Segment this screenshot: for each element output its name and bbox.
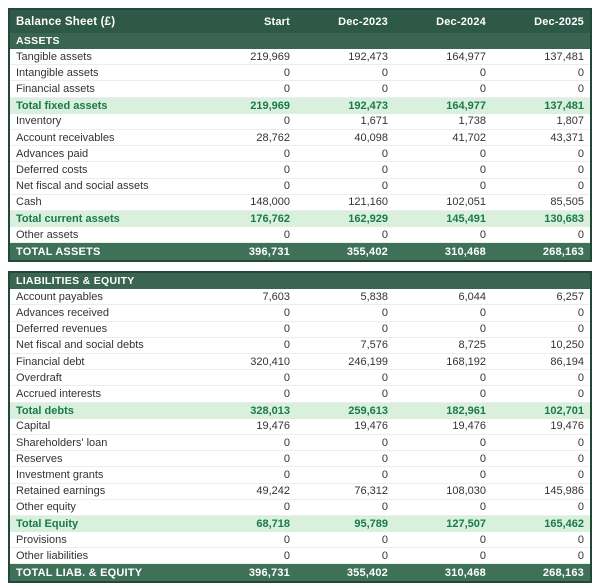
cell-value: 86,194 — [550, 355, 584, 368]
cell-value: 0 — [381, 82, 388, 95]
row-label: Accrued interests — [16, 387, 101, 400]
cell-value: 259,613 — [348, 404, 388, 417]
table-row — [10, 227, 590, 243]
table-row — [10, 179, 590, 195]
cell-value: 49,242 — [256, 485, 290, 498]
cell-value: 145,491 — [446, 212, 486, 225]
cell-value: 0 — [283, 228, 290, 241]
table-row — [10, 435, 590, 451]
cell-value: 0 — [283, 323, 290, 336]
row-label: Retained earnings — [16, 485, 106, 498]
cell-value: 219,969 — [250, 99, 290, 112]
cell-value: 192,473 — [348, 50, 388, 63]
cell-value: 0 — [283, 180, 290, 193]
cell-value: 95,789 — [354, 517, 388, 530]
cell-value: 0 — [577, 163, 584, 176]
cell-value: 121,160 — [348, 196, 388, 209]
row-label: Total current assets — [16, 212, 120, 225]
row-label: Deferred costs — [16, 163, 88, 176]
cell-value: 268,163 — [542, 245, 584, 258]
cell-value: 108,030 — [446, 485, 486, 498]
cell-value: 68,718 — [256, 517, 290, 530]
cell-value: 0 — [283, 66, 290, 79]
cell-value: 0 — [283, 339, 290, 352]
cell-value: 0 — [577, 436, 584, 449]
cell-value: 0 — [381, 452, 388, 465]
cell-value: 19,476 — [452, 420, 486, 433]
balance-sheet — [8, 8, 592, 583]
table-row — [10, 516, 590, 532]
table-row — [10, 354, 590, 370]
column-header-start: Start — [263, 15, 290, 28]
cell-value: 0 — [283, 436, 290, 449]
cell-value: 0 — [283, 115, 290, 128]
cell-value: 0 — [577, 323, 584, 336]
cell-value: 192,473 — [348, 99, 388, 112]
cell-value: 1,671 — [360, 115, 388, 128]
row-label: Advances paid — [16, 147, 89, 160]
cell-value: 0 — [479, 147, 486, 160]
table-row — [10, 386, 590, 402]
cell-value: 0 — [479, 371, 486, 384]
cell-value: 0 — [479, 452, 486, 465]
cell-value: 10,250 — [550, 339, 584, 352]
row-label: Net fiscal and social assets — [16, 180, 149, 193]
row-label: Reserves — [16, 452, 63, 465]
cell-value: 0 — [577, 501, 584, 514]
cell-value: 1,738 — [458, 115, 486, 128]
cell-value: 0 — [577, 371, 584, 384]
cell-value: 0 — [479, 387, 486, 400]
row-label: Deferred revenues — [16, 323, 108, 336]
cell-value: 40,098 — [354, 131, 388, 144]
table-row — [10, 564, 590, 581]
table-row — [10, 322, 590, 338]
cell-value: 19,476 — [256, 420, 290, 433]
cell-value: 246,199 — [348, 355, 388, 368]
cell-value: 0 — [381, 371, 388, 384]
cell-value: 0 — [381, 307, 388, 320]
cell-value: 0 — [479, 228, 486, 241]
cell-value: 0 — [577, 452, 584, 465]
cell-value: 137,481 — [544, 99, 584, 112]
table-row — [10, 162, 590, 178]
section-header-label: ASSETS — [16, 35, 60, 47]
cell-value: 0 — [381, 436, 388, 449]
table-row — [10, 451, 590, 467]
cell-value: 396,731 — [248, 566, 290, 579]
liabilities-equity-table — [8, 271, 592, 583]
cell-value: 19,476 — [550, 420, 584, 433]
cell-value: 176,762 — [250, 212, 290, 225]
table-row — [10, 305, 590, 321]
cell-value: 164,977 — [446, 99, 486, 112]
table-row — [10, 370, 590, 386]
row-label: TOTAL ASSETS — [16, 245, 101, 258]
table-row — [10, 419, 590, 435]
cell-value: 0 — [479, 468, 486, 481]
cell-value: 0 — [283, 387, 290, 400]
cell-value: 0 — [283, 533, 290, 546]
cell-value: 5,838 — [360, 290, 388, 303]
table-title: Balance Sheet (£) — [16, 15, 116, 28]
cell-value: 1,807 — [556, 115, 584, 128]
row-label: Total Equity — [16, 517, 79, 530]
table-row — [10, 500, 590, 516]
table-row — [10, 114, 590, 130]
table-row — [10, 484, 590, 500]
cell-value: 0 — [479, 307, 486, 320]
cell-value: 0 — [283, 82, 290, 95]
cell-value: 182,961 — [446, 404, 486, 417]
row-label: Total fixed assets — [16, 99, 108, 112]
cell-value: 0 — [381, 501, 388, 514]
row-label: Investment grants — [16, 468, 104, 481]
row-label: Total debts — [16, 404, 74, 417]
cell-value: 268,163 — [542, 566, 584, 579]
table-row — [10, 65, 590, 81]
cell-value: 164,977 — [446, 50, 486, 63]
section-header-row — [10, 273, 590, 289]
cell-value: 0 — [577, 180, 584, 193]
cell-value: 130,683 — [544, 212, 584, 225]
row-label: Inventory — [16, 115, 62, 128]
cell-value: 85,505 — [550, 196, 584, 209]
cell-value: 41,702 — [452, 131, 486, 144]
cell-value: 168,192 — [446, 355, 486, 368]
cell-value: 0 — [479, 66, 486, 79]
row-label: TOTAL LIAB. & EQUITY — [16, 566, 143, 579]
cell-value: 0 — [577, 82, 584, 95]
cell-value: 0 — [283, 468, 290, 481]
cell-value: 145,986 — [544, 485, 584, 498]
table-header-row — [10, 10, 590, 33]
cell-value: 7,576 — [360, 339, 388, 352]
table-row — [10, 211, 590, 227]
cell-value: 162,929 — [348, 212, 388, 225]
row-label: Provisions — [16, 533, 67, 546]
cell-value: 8,725 — [458, 339, 486, 352]
cell-value: 310,468 — [444, 245, 486, 258]
cell-value: 0 — [381, 533, 388, 546]
table-row — [10, 532, 590, 548]
table-row — [10, 195, 590, 211]
table-row — [10, 289, 590, 305]
section-header-label: LIABILITIES & EQUITY — [16, 275, 135, 288]
cell-value: 320,410 — [250, 355, 290, 368]
row-label: Cash — [16, 196, 42, 209]
table-row — [10, 49, 590, 65]
cell-value: 0 — [381, 387, 388, 400]
cell-value: 0 — [381, 180, 388, 193]
column-header-dec-2023: Dec-2023 — [338, 15, 388, 28]
column-header-dec-2024: Dec-2024 — [436, 15, 486, 28]
cell-value: 0 — [381, 228, 388, 241]
cell-value: 0 — [479, 323, 486, 336]
cell-value: 7,603 — [262, 290, 290, 303]
cell-value: 0 — [479, 82, 486, 95]
section-gap — [8, 262, 592, 271]
row-label: Shareholders' loan — [16, 436, 108, 449]
cell-value: 0 — [381, 323, 388, 336]
cell-value: 355,402 — [346, 566, 388, 579]
row-label: Other equity — [16, 501, 76, 514]
table-row — [10, 338, 590, 354]
cell-value: 0 — [479, 436, 486, 449]
cell-value: 219,969 — [250, 50, 290, 63]
cell-value: 0 — [283, 307, 290, 320]
cell-value: 0 — [577, 549, 584, 562]
row-label: Financial debt — [16, 355, 85, 368]
cell-value: 6,257 — [556, 290, 584, 303]
table-row — [10, 467, 590, 483]
cell-value: 0 — [283, 452, 290, 465]
cell-value: 0 — [577, 66, 584, 79]
cell-value: 0 — [577, 533, 584, 546]
cell-value: 102,051 — [446, 196, 486, 209]
cell-value: 0 — [577, 387, 584, 400]
cell-value: 0 — [381, 163, 388, 176]
cell-value: 0 — [577, 228, 584, 241]
cell-value: 43,371 — [550, 131, 584, 144]
cell-value: 0 — [381, 468, 388, 481]
row-label: Tangible assets — [16, 50, 92, 63]
table-row — [10, 548, 590, 564]
table-row — [10, 243, 590, 260]
cell-value: 355,402 — [346, 245, 388, 258]
row-label: Capital — [16, 420, 51, 433]
cell-value: 0 — [479, 163, 486, 176]
cell-value: 328,013 — [250, 404, 290, 417]
cell-value: 148,000 — [250, 196, 290, 209]
section-header-row — [10, 33, 590, 49]
cell-value: 0 — [479, 501, 486, 514]
cell-value: 19,476 — [354, 420, 388, 433]
cell-value: 137,481 — [544, 50, 584, 63]
row-label: Other assets — [16, 228, 79, 241]
cell-value: 0 — [283, 549, 290, 562]
row-label: Other liabilities — [16, 549, 89, 562]
cell-value: 0 — [577, 468, 584, 481]
cell-value: 0 — [577, 147, 584, 160]
cell-value: 0 — [577, 307, 584, 320]
row-label: Account payables — [16, 290, 103, 303]
cell-value: 0 — [381, 66, 388, 79]
cell-value: 0 — [283, 501, 290, 514]
cell-value: 0 — [283, 371, 290, 384]
table-row — [10, 130, 590, 146]
cell-value: 0 — [479, 180, 486, 193]
cell-value: 102,701 — [544, 404, 584, 417]
cell-value: 0 — [479, 549, 486, 562]
table-row — [10, 98, 590, 114]
assets-table — [8, 8, 592, 262]
cell-value: 28,762 — [256, 131, 290, 144]
row-label: Intangible assets — [16, 66, 99, 79]
cell-value: 396,731 — [248, 245, 290, 258]
table-row — [10, 81, 590, 97]
row-label: Account receivables — [16, 131, 115, 144]
cell-value: 0 — [283, 163, 290, 176]
cell-value: 0 — [283, 147, 290, 160]
cell-value: 165,462 — [544, 517, 584, 530]
table-row — [10, 403, 590, 419]
row-label: Financial assets — [16, 82, 95, 95]
cell-value: 0 — [479, 533, 486, 546]
row-label: Advances received — [16, 307, 109, 320]
cell-value: 310,468 — [444, 566, 486, 579]
column-header-dec-2025: Dec-2025 — [534, 15, 584, 28]
row-label: Overdraft — [16, 371, 62, 384]
cell-value: 0 — [381, 147, 388, 160]
row-label: Net fiscal and social debts — [16, 339, 144, 352]
table-row — [10, 146, 590, 162]
cell-value: 0 — [381, 549, 388, 562]
cell-value: 127,507 — [446, 517, 486, 530]
cell-value: 6,044 — [458, 290, 486, 303]
cell-value: 76,312 — [354, 485, 388, 498]
